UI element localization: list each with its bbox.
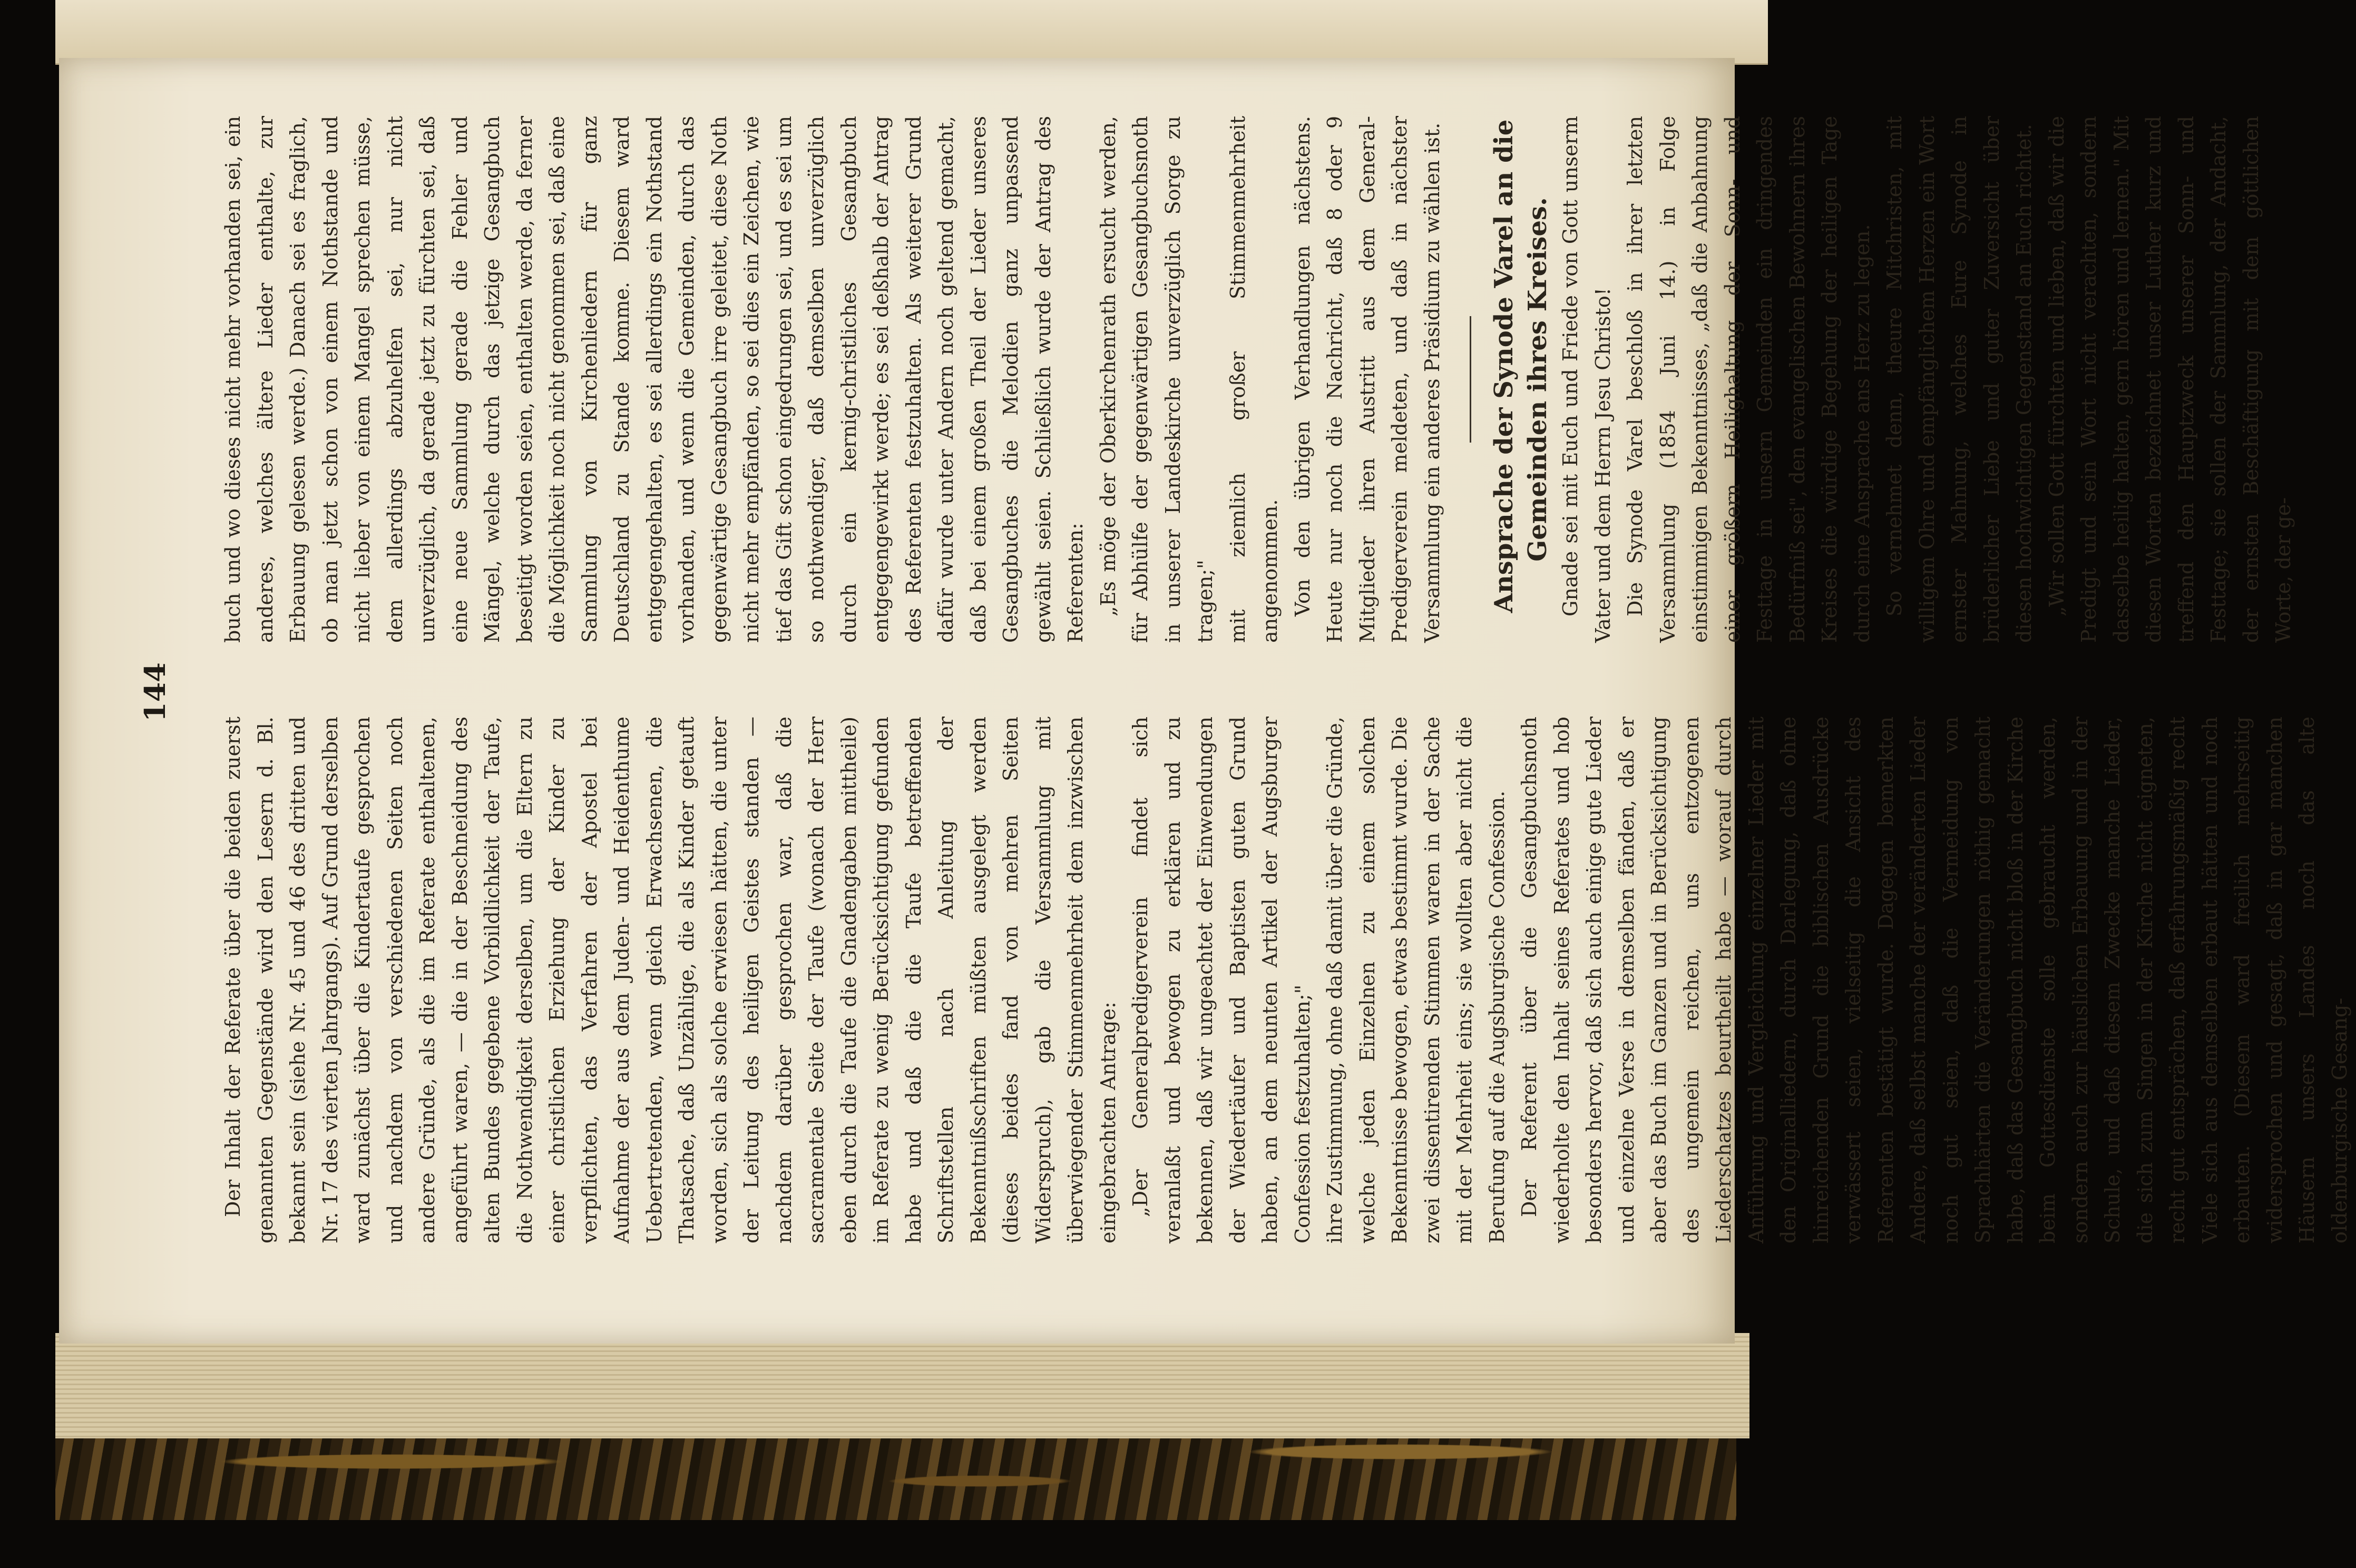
paragraph: Der Referent über die Gesangbuchsnoth wiederholte den Inhalt seines Referates und hob besonders hervor, daß sich auch einige gute Lieder und einzelne Verse in demselben fänden, daß er aber das Buch im Ganzen und in Berücksichtigung des ungemein reichen, uns entzogenen Liederschatzes beurtheilt habe — worauf durch Anführung und Vergleichung einzelner Lieder mit den Originalliedern, durch Darlegung, daß ohne hinreichenden Grund die biblischen Ausdrücke verwässert seien, vielseitig die Ansicht des Referenten bestätigt wurde. Dagegen bemerkten Andere, daß selbst manche der veränderten Lieder noch gut seien, daß die Vermeidung von Sprachhärten die Veränderungen nöthig gemacht habe, daß das Gesangbuch nicht bloß in der Kirche beim Gottesdienste solle gebraucht werden, sondern auch zur häuslichen Erbauung und in der Schule, und daß diesem Zwecke manche Lieder, die sich zum Singen in der Kirche nicht eigneten, recht gut entsprächen, daß erfahrungsmäßig recht Viele sich aus demselben erbaut hätten und noch erbauten. (Diesem ward freilich mehrseitig widersprochen und gesagt, daß in gar manchen Häusern unsers Landes noch das alte oldenburgische Gesang- bbox=[1518, 717, 2351, 1243]
section-divider bbox=[1470, 316, 1471, 443]
paragraph: Von den übrigen Verhandlungen nächstens. Heute nur noch die Nachricht, daß 8 oder 9 Mitglieder ihren Austritt aus dem General-Predigerverein meldeten, und daß in nächster Versammlung ein anderes Präsidium zu wählen ist. bbox=[1291, 116, 1444, 643]
paragraph: So vernehmet denn, theure Mitchristen, mit willigem Ohre und empfänglichem Herzen ein Wort ernster Mahnung, welches Eure Synode in brüderlicher Liebe und guter Zuversicht über diesen hochwichtigen Gegenstand an Euch richtet. bbox=[1883, 116, 2036, 643]
paragraph: mit ziemlich großer Stimmenmehrheit angenommen. bbox=[1226, 116, 1282, 643]
page-number: 144 bbox=[138, 662, 172, 722]
section-title: Ansprache der Synode Varel an die Gemeinden ihres Kreises. bbox=[1489, 119, 1552, 613]
book-page bbox=[59, 58, 2351, 1344]
quote-paragraph: „Es möge der Oberkirchenrath ersucht werden, für Abhülfe der gegenwärtigen Gesangbuchsnoth in unserer Landeskirche unverzüglich Sorge zu tragen;" bbox=[1096, 116, 1217, 643]
paragraph: „Wir sollen Gott fürchten und lieben, daß wir die Predigt und sein Wort nicht verachten, sondern dasselbe heilig halten, gern hören und lernen." Mit diesen Worten bezeichnet unser Luther kurz und treffend den Hauptzweck unserer Sonn- und Festtage; sie sollen der Sammlung, der Andacht, der ernsten Beschäftigung mit dem göttlichen Worte, der ge- bbox=[2045, 116, 2295, 643]
paragraph: Die Synode Varel beschloß in ihrer letzten Versammlung (1854 Juni 14.) in Folge einstimmigen Bekenntnisses, „daß die Anbahnung einer größern Heilighaltung der Sonn- und Festtage in unsern Gemeinden ein dringendes Bedürfniß sei", den evangelischen Bewohnern ihres Kreises die würdige Begehung der heiligen Tage durch eine Ansprache ans Herz zu legen. bbox=[1624, 116, 1874, 643]
paragraph: Gnade sei mit Euch und Friede von Gott unserm Vater und dem Herrn Jesu Christo! bbox=[1559, 116, 1615, 643]
book-cover-top bbox=[55, 0, 1768, 65]
rotated-page-content bbox=[59, 58, 2351, 1344]
paragraph: ihre Zustimmung, ohne daß damit über die Gründe, welche jeden Einzelnen zu einem solchen Bekenntnisse bewogen, etwas bestimmt wurde. Die zwei dissentirenden Stimmen waren in der Sache mit der Mehrheit eins; sie wollten aber nicht die Berufung auf die Augsburgische Confession. bbox=[1323, 717, 1509, 1243]
left-column bbox=[217, 717, 2356, 1243]
paragraph: buch und wo dieses nicht mehr vorhanden sei, ein anderes, welches ältere Lieder enthalte, zur Erbauung gelesen werde.) Danach sei es fraglich, ob man jetzt schon von einem Nothstande und nicht lieber von einem Mangel sprechen müsse, dem allerdings abzuhelfen sei, nur nicht unverzüglich, da gerade jetzt zu fürchten sei, daß eine neue Sammlung gerade die Fehler und Mängel, welche durch das jetzige Gesangbuch beseitigt worden seien, enthalten werde, da ferner die Möglichkeit noch nicht genommen sei, daß eine Sammlung von Kirchenliedern für ganz Deutschland zu Stande komme. Diesem ward entgegengehalten, es sei allerdings ein Nothstand vorhanden, und wenn die Gemeinden, durch das gegenwärtige Gesangbuch irre geleitet, diese Noth nicht mehr empfänden, so sei dies ein Zeichen, wie tief das Gift schon eingedrungen sei, und es sei um so nothwendiger, daß demselben unverzüglich durch ein kernig-christliches Gesangbuch entgegengewirkt werde; es sei deßhalb der Antrag des Referenten festzuhalten. Als weiterer Grund dafür wurde unter Andern noch geltend gemacht, daß bei einem großen Theil der Lieder unseres Gesangbuches die Melodien ganz unpassend gewählt seien. Schließlich wurde der Antrag des Referenten: bbox=[221, 116, 1087, 643]
right-column bbox=[217, 116, 2300, 643]
quote-paragraph: „Der Generalpredigerverein findet sich veranlaßt und bewogen zu erklären und zu bekennen, daß wir ungeachtet der Einwendungen der Wiedertäufer und Baptisten guten Grund haben, an dem neunten Artikel der Augsburger Confession festzuhalten;" bbox=[1129, 717, 1314, 1243]
page-block-edge bbox=[55, 1333, 1749, 1438]
paragraph: Der Inhalt der Referate über die beiden zuerst genannten Gegenstände wird den Lesern d. Bl. bekannt sein (siehe Nr. 45 und 46 des dritten und Nr. 17 des vierten Jahrgangs). Auf Grund derselben ward zunächst über die Kindertaufe gesprochen und nachdem von verschiedenen Seiten noch andere Gründe, als die im Referate enthaltenen, angeführt waren, — die in der Beschneidung des alten Bundes gegebene Vorbildlichkeit der Taufe, die Nothwendigkeit derselben, um die Eltern zu einer christlichen Erziehung der Kinder zu verpflichten, das Verfahren der Apostel bei Aufnahme der aus dem Juden- und Heidenthume Uebertretenden, wenn gleich Erwachsenen, die Thatsache, daß Unzählige, die als Kinder getauft worden, sich als solche erwiesen hätten, die unter der Leitung des heiligen Geistes standen — nachdem darüber gesprochen war, daß die sacramentale Seite der Taufe (wonach der Herr eben durch die Taufe die Gnadengaben mittheile) im Referate zu wenig Berücksichtigung gefunden habe und daß die die Taufe betreffenden Schriftstellen nach Anleitung der Bekenntnißschriften müßten ausgelegt werden (dieses beides fand von mehren Seiten Widerspruch), gab die Versammlung mit überwiegender Stimmenmehrheit dem inzwischen eingebrachten Antrage: bbox=[221, 717, 1120, 1243]
